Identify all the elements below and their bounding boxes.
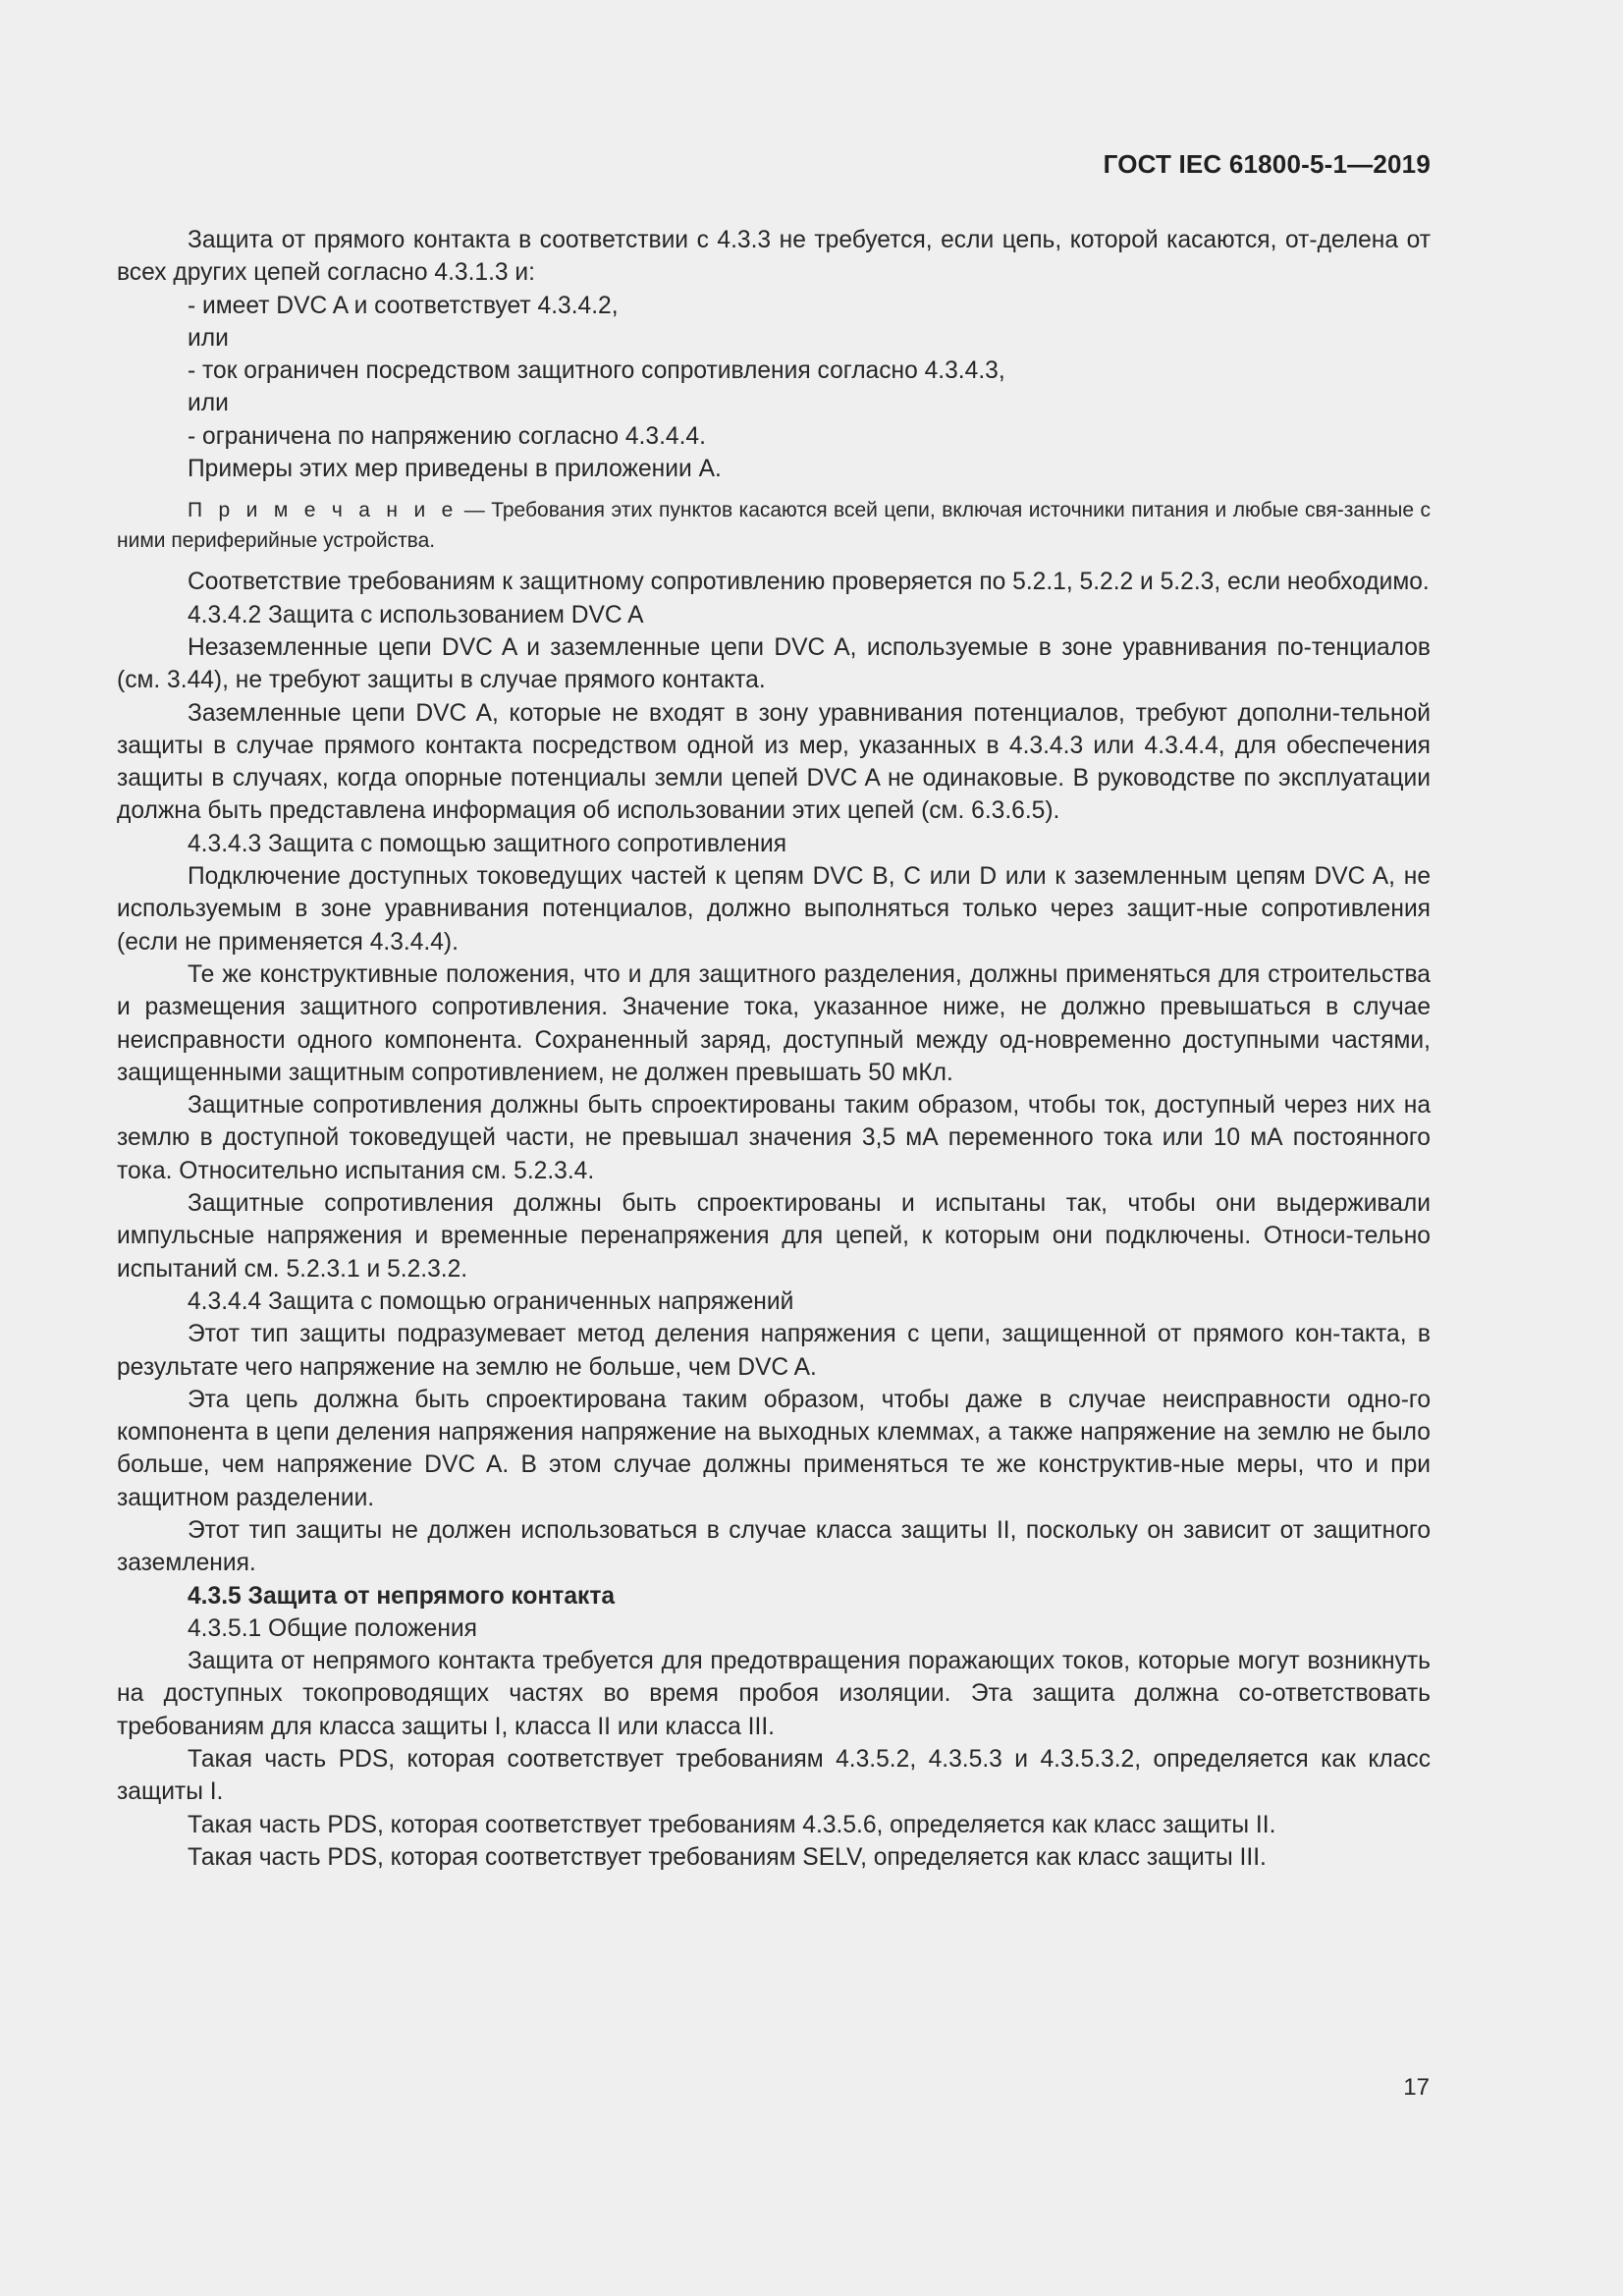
list-item: - ток ограничен посредством защитного сопротивления согласно 4.3.4.3, bbox=[188, 357, 1005, 385]
document-body bbox=[117, 224, 1431, 1874]
paragraph: Защита от непрямого контакта требуется для предотвращения поражающих токов, которые могут возникнуть на доступных токопроводящих частях во время пробоя изоляции. Эта защита должна со-ответствовать требованиям для класса защиты I, класса II или класса III. bbox=[117, 1648, 1431, 1740]
note-paragraph bbox=[117, 495, 1431, 556]
paragraph: Защитные сопротивления должны быть спроектированы и испытаны так, чтобы они выдерживали импульсные напряжения и временные перенапряжения для цепей, к которым они подключены. Относи-тельно испытаний см. 5.2.3.1 и 5.2.3.2. bbox=[117, 1190, 1431, 1283]
note-text: — Требования этих пунктов касаются всей цепи, включая источники питания и любые свя-занные с ними периферийные устройства. bbox=[117, 499, 1431, 553]
list-item: - имеет DVC A и соответствует 4.3.4.2, bbox=[188, 292, 619, 319]
note-label: П р и м е ч а н и е bbox=[188, 499, 459, 522]
paragraph: Защитные сопротивления должны быть спроектированы таким образом, чтобы ток, доступный через них на землю в доступной токоведущей части, не превышал значения 3,5 мА переменного тока или 10 мА постоянного тока. Относительно испытания см. 5.2.3.4. bbox=[117, 1092, 1431, 1184]
section-heading: 4.3.4.4 Защита с помощью ограниченных напряжений bbox=[188, 1287, 794, 1315]
list-connector: или bbox=[188, 390, 229, 417]
paragraph: Заземленные цепи DVC A, которые не входят в зону уравнивания потенциалов, требуют дополни-тельной защиты в случае прямого контакта посредством одной из мер, указанных в 4.3.4.3 или 4.3.4.4, для обеспечения защиты в случаях, когда опорные потенциалы земли цепей DVC A не одинаковые. В руководстве по эксплуатации должна быть представлена информация об использовании этих цепей (см. 6.3.6.5). bbox=[117, 699, 1431, 825]
document-code-header: ГОСТ IEC 61800-5-1—2019 bbox=[1103, 149, 1431, 179]
section-heading: 4.3.4.2 Защита с использованием DVC A bbox=[188, 601, 644, 629]
paragraph: Такая часть PDS, которая соответствует требованиям 4.3.5.6, определяется как класс защиты II. bbox=[188, 1811, 1276, 1838]
section-heading: 4.3.4.3 Защита с помощью защитного сопротивления bbox=[188, 830, 787, 857]
section-heading: 4.3.5.1 Общие положения bbox=[188, 1614, 477, 1642]
paragraph: Те же конструктивные положения, что и для защитного разделения, должны применяться для строительства и размещения защитного сопротивления. Значение тока, указанное ниже, не должно превышаться в случае неисправности одного компонента. Сохраненный заряд, доступный между од-новременно доступными частями, защищенными защитным сопротивлением, не должен превышать 50 мКл. bbox=[117, 960, 1431, 1086]
section-heading-bold: 4.3.5 Защита от непрямого контакта bbox=[188, 1582, 616, 1610]
page-number: 17 bbox=[1403, 2074, 1430, 2101]
paragraph: Такая часть PDS, которая соответствует требованиям 4.3.5.2, 4.3.5.3 и 4.3.5.3.2, определяется как класс защиты I. bbox=[117, 1746, 1431, 1806]
list-item: - ограничена по напряжению согласно 4.3.4.4. bbox=[188, 422, 706, 450]
paragraph: Соответствие требованиям к защитному сопротивлению проверяется по 5.2.1, 5.2.2 и 5.2.3, если необходимо. bbox=[188, 569, 1430, 596]
paragraph: Этот тип защиты не должен использоваться в случае класса защиты II, поскольку он зависит от защитного заземления. bbox=[117, 1516, 1431, 1577]
paragraph: Подключение доступных токоведущих частей к цепям DVC B, C или D или к заземленным цепям DVC A, не используемым в зоне уравнивания потенциалов, должно выполняться только через защит-ные сопротивления (если не применяется 4.3.4.4). bbox=[117, 863, 1431, 956]
paragraph: Такая часть PDS, которая соответствует требованиям SELV, определяется как класс защиты III. bbox=[188, 1843, 1267, 1871]
paragraph: Незаземленные цепи DVC A и заземленные цепи DVC A, используемые в зоне уравнивания по-тенциалов (см. 3.44), не требуют защиты в случае прямого контакта. bbox=[117, 633, 1431, 694]
paragraph: Эта цепь должна быть спроектирована таким образом, чтобы даже в случае неисправности одно-го компонента в цепи деления напряжения напряжение на выходных клеммах, а также напряжение на землю не было больше, чем напряжение DVC A. В этом случае должны применяться те же конструктив-ные меры, что и при защитном разделении. bbox=[117, 1386, 1431, 1511]
paragraph: Защита от прямого контакта в соответствии с 4.3.3 не требуется, если цепь, которой касаются, от-делена от всех других цепей согласно 4.3.1.3 и: bbox=[117, 227, 1431, 287]
paragraph: Примеры этих мер приведены в приложении А. bbox=[188, 456, 722, 483]
list-connector: или bbox=[188, 324, 229, 352]
paragraph: Этот тип защиты подразумевает метод деления напряжения с цепи, защищенной от прямого кон-такта, в результате чего напряжение на землю не больше, чем DVC A. bbox=[117, 1321, 1431, 1381]
